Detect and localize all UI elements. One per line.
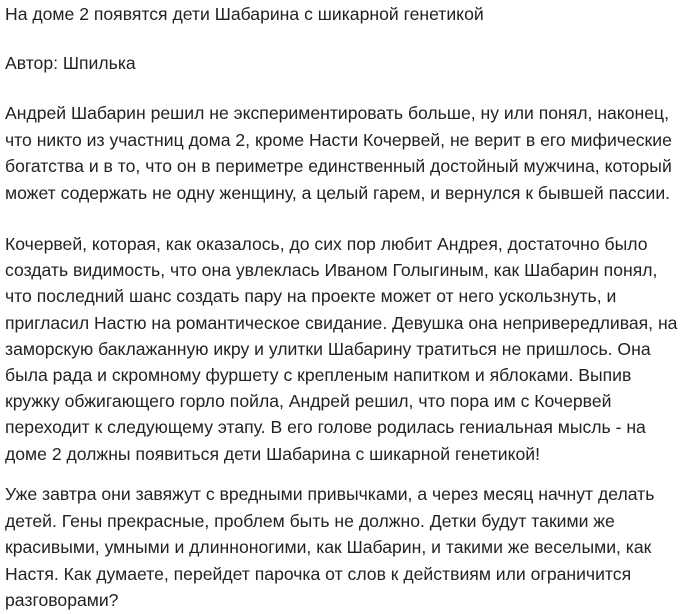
paragraph-line: была рада и скромному фуршету с крепленым напитком и яблоками. Выпив [5, 365, 632, 386]
paragraph-3 [5, 481, 654, 614]
paragraph-line: что последний шанс создать пару на проекте может от него ускользнуть, и [5, 286, 617, 307]
paragraph-line: Настя. Как думаете, перейдет парочка от слов к действиям или ограничится [5, 563, 632, 584]
paragraph-1 [5, 100, 672, 206]
paragraph-line: Уже завтра они завяжут с вредными привычками, а через месяц начнут делать [5, 484, 655, 504]
article-author: Автор: Шпилька [5, 53, 136, 73]
paragraph-line: доме 2 должны появиться дети Шабарина с шикарной генетикой! [5, 443, 541, 464]
paragraph-line: Кочервей, которая, как оказалось, до сих пор любит Андрея, достаточно было [5, 234, 648, 254]
paragraph-2 [5, 231, 677, 467]
paragraph-line: кружку обжигающего горло пойла, Андрей решил, что пора им с Кочервей [5, 391, 612, 412]
paragraph-line: пригласил Настю на романтическое свидание. Девушка она непривередливая, на [5, 312, 678, 333]
paragraph-line: богатства и в то, что он в периметре единственный достойный мужчина, который [5, 156, 672, 176]
paragraph-line: разговорами? [5, 590, 119, 610]
paragraph-line: заморскую баклажанную икру и улитки Шабарину тратиться не пришлось. Она [5, 338, 651, 359]
paragraph-line: детей. Гены прекрасные, проблем быть не должно. Детки будут такими же [5, 510, 615, 531]
paragraph-line: что никто из участниц дома 2, кроме Насти Кочервей, не верит в его мифические [5, 129, 672, 150]
paragraph-line: переходит к следующему этапу. В его голове родилась гениальная мысль - на [5, 417, 646, 438]
paragraph-line: красивыми, умными и длинноногими, как Шабарин, и такими же веселыми, как [5, 537, 652, 557]
article-title: На доме 2 появятся дети Шабарина с шикарной генетикой [5, 4, 484, 24]
paragraph-line: может содержать не одну женщину, а целый гарем, и вернулся к бывшей пассии. [5, 182, 671, 203]
paragraph-line: Андрей Шабарин решил не экспериментировать больше, ну или понял, наконец, [5, 103, 669, 123]
paragraph-line: создать видимость, что она увлеклась Иваном Голыгиным, как Шабарин понял, [5, 260, 658, 281]
